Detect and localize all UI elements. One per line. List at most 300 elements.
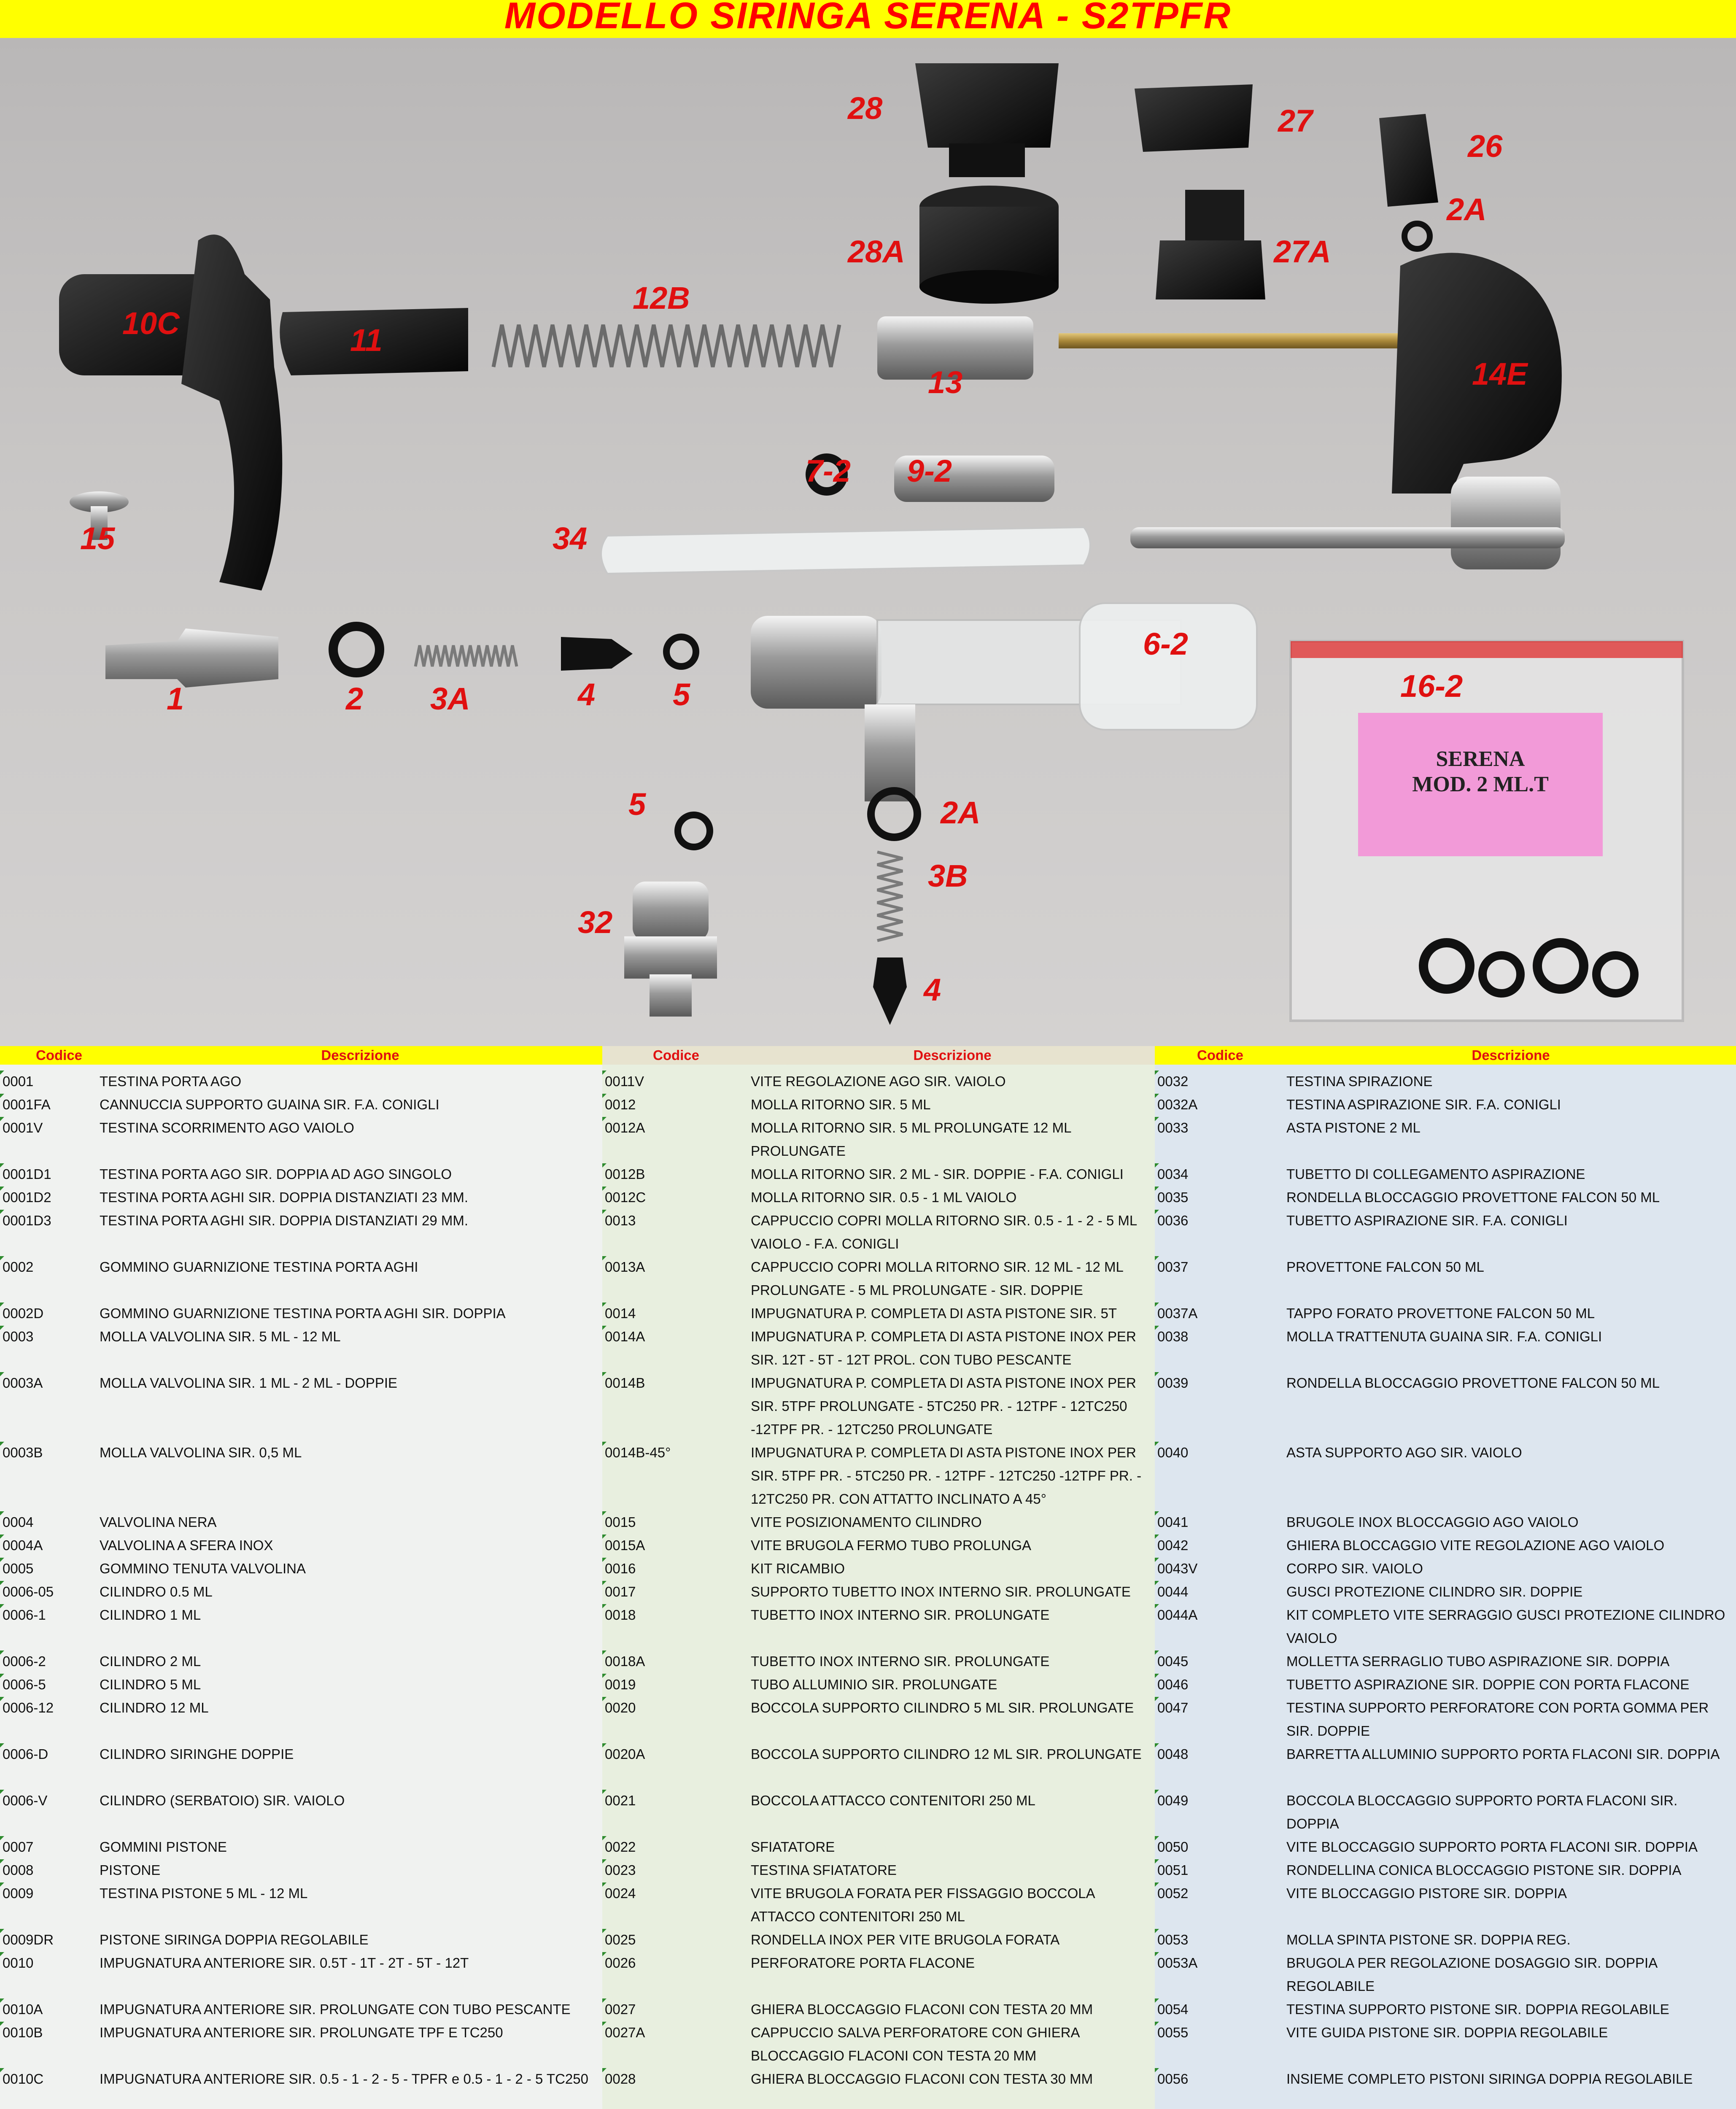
table-row [602,1835,1155,1858]
table-row [602,1742,1155,1789]
part-code: 0056 [1157,2071,1189,2087]
part-code: 0025 [605,1932,636,1947]
part-description: GOMMINO TENUTA VALVOLINA [100,1561,306,1576]
table-row [0,1580,602,1603]
part-code: 0011V [605,1073,644,1089]
title-bar [0,0,1736,38]
part-code: 0043V [1157,1561,1198,1576]
part-code: 0006-1 [3,1607,46,1623]
part-description: TESTINA SCORRIMENTO AGO VAIOLO [100,1120,354,1135]
part-code: 0012C [605,1189,646,1205]
table-row [0,1116,602,1162]
table-row [0,1835,602,1858]
part-4-valvolina-b [873,957,907,1025]
parts-illustration [0,38,1736,1046]
label-6-2: 6-2 [1143,626,1188,661]
part-description: BOCCOLA SUPPORTO CILINDRO 12 ML SIR. PROLUNGATE [751,1746,1142,1762]
table-row [1155,1510,1736,1534]
part-1-testina [105,628,278,688]
table-row [602,2021,1155,2067]
part-code: 0054 [1157,2001,1189,2017]
part-description: GOMMINO GUARNIZIONE TESTINA PORTA AGHI [100,1259,418,1275]
part-description: MOLLETTA SERRAGLIO TUBO ASPIRAZIONE SIR. DOPPIA [1286,1653,1670,1669]
label-9-2: 9-2 [907,453,952,488]
part-code: 0023 [605,1862,636,1878]
label-28a: 28A [848,234,905,269]
table-row [1155,1673,1736,1696]
table-row [0,1998,602,2021]
part-description: PISTONE [100,1862,161,1878]
label-4-b: 4 [924,972,941,1007]
table-row [602,1580,1155,1603]
part-description: RONDELLINA CONICA BLOCCAGGIO PISTONE SIR. DOPPIA [1286,1862,1682,1878]
part-code: 0003B [3,1445,43,1460]
label-14e: 14E [1472,356,1528,391]
part-code: 0002 [3,1259,34,1275]
table-row [0,2067,602,2109]
part-code: 0014A [605,1329,645,1344]
part-code: 0010 [3,1955,34,1971]
part-description: GUSCI PROTEZIONE CILINDRO SIR. DOPPIE [1286,1584,1583,1599]
part-description: MOLLA VALVOLINA SIR. 5 ML - 12 ML [100,1329,341,1344]
part-code: 0001 [3,1073,34,1089]
part-description: BOCCOLA ATTACCO CONTENITORI 250 ML [751,1793,1035,1808]
part-description: IMPUGNATURA ANTERIORE SIR. PROLUNGATE CON TUBO PESCANTE [100,2001,571,2017]
table-row [1155,1858,1736,1882]
part-28a-cappuccio-30mm [919,186,1059,304]
part-description: INSIEME COMPLETO PISTONI SIRINGA DOPPIA REGOLABILE [1286,2071,1693,2087]
part-code: 0002D [3,1305,44,1321]
part-description: GOMMINI PISTONE [100,1839,227,1855]
label-16-2: 16-2 [1400,669,1463,704]
part-description: CILINDRO 1 ML [100,1607,201,1623]
table-row [602,1858,1155,1882]
part-description: VITE BRUGOLA FERMO TUBO PROLUNGA [751,1537,1032,1553]
table-row [1155,1580,1736,1603]
part-description: TUBETTO DI COLLEGAMENTO ASPIRAZIONE [1286,1166,1585,1182]
table-row [1155,1441,1736,1510]
table-row [0,1557,602,1580]
label-32: 32 [578,905,613,940]
bag-tag-line2: MOD. 2 ML.T [1412,772,1549,796]
table-row [602,1070,1155,1093]
part-description: VITE GUIDA PISTONE SIR. DOPPIA REGOLABILE [1286,2025,1608,2040]
part-code: 0013 [605,1213,636,1228]
part-description: CAPPUCCIO SALVA PERFORATORE CON GHIERA BLOCCAGGIO FLACONI CON TESTA 20 MM [751,2025,1079,2063]
part-code: 0027A [605,2025,645,2040]
part-code: 0001D2 [3,1189,51,1205]
table-row [602,1534,1155,1557]
table-row [602,1209,1155,1255]
label-1: 1 [167,681,184,716]
part-code: 0020A [605,1746,645,1762]
part-code: 0036 [1157,1213,1189,1228]
table-row [1155,1696,1736,1742]
label-10c: 10C [122,306,180,341]
table-row [0,1789,602,1835]
part-code: 0013A [605,1259,645,1275]
part-description: RONDELLA BLOCCAGGIO PROVETTONE FALCON 50 ML [1286,1189,1660,1205]
part-4-valvolina [561,637,633,671]
part-description: BOCCOLA SUPPORTO CILINDRO 5 ML SIR. PROLUNGATE [751,1700,1134,1715]
part-description: MOLLA RITORNO SIR. 5 ML [751,1097,931,1112]
table-row [0,1650,602,1673]
part-code: 0009DR [3,1932,54,1947]
table-row [0,1534,602,1557]
label-3b: 3B [928,858,968,893]
part-description: RONDELLA BLOCCAGGIO PROVETTONE FALCON 50 ML [1286,1375,1660,1391]
part-description: IMPUGNATURA P. COMPLETA DI ASTA PISTONE SIR. 5T [751,1305,1117,1321]
part-code: 0022 [605,1839,636,1855]
part-description: TAPPO FORATO PROVETTONE FALCON 50 ML [1286,1305,1595,1321]
table-row [602,1882,1155,1928]
part-description: MOLLA RITORNO SIR. 2 ML - SIR. DOPPIE - F.A. CONIGLI [751,1166,1124,1182]
part-code: 0012 [605,1097,636,1112]
part-description: MOLLA SPINTA PISTONE SR. DOPPIA REG. [1286,1932,1571,1947]
part-code: 0004A [3,1537,43,1553]
part-description: VALVOLINA A SFERA INOX [100,1537,273,1553]
part-27a-cappuccio-20mm [1156,190,1265,299]
table-row [1155,1070,1736,1093]
part-description: TESTINA PORTA AGO SIR. DOPPIA AD AGO SINGOLO [100,1166,452,1182]
label-2a-b: 2A [941,795,981,830]
part-description: CAPPUCCIO COPRI MOLLA RITORNO SIR. 0.5 - 1 - 2 - 5 ML VAIOLO - F.A. CONIGLI [751,1213,1137,1251]
bag-tag-text [1358,747,1603,797]
table-row [1155,1093,1736,1116]
part-code: 0050 [1157,1839,1189,1855]
part-description: TESTINA SUPPORTO PISTONE SIR. DOPPIA REGOLABILE [1286,2001,1669,2017]
part-34-tubetto [601,527,1090,574]
table-row [1155,1928,1736,1951]
part-code: 0037 [1157,1259,1189,1275]
table-row [0,1302,602,1325]
part-code: 0040 [1157,1445,1189,1460]
table-row [1155,1325,1736,1371]
part-14e-impugnatura-posteriore [1059,253,1565,569]
part-code: 0014B-45° [605,1445,671,1460]
part-code: 0012B [605,1166,645,1182]
part-code: 0044 [1157,1584,1189,1599]
part-description: MOLLA RITORNO SIR. 5 ML PROLUNGATE 12 ML PROLUNGATE [751,1120,1071,1159]
table-row [0,1696,602,1742]
part-description: SUPPORTO TUBETTO INOX INTERNO SIR. PROLUNGATE [751,1584,1131,1599]
part-12b-molla [493,325,839,367]
part-code: 0001D1 [3,1166,51,1182]
part-description: BARRETTA ALLUMINIO SUPPORTO PORTA FLACONI SIR. DOPPIA [1286,1746,1720,1762]
rows [0,1070,602,2109]
part-27-ghiera-20mm [1135,84,1253,152]
table-column-1 [0,1046,602,2109]
table-row [1155,1162,1736,1186]
parts-table [0,1046,1736,2109]
table-row [0,1162,602,1186]
part-code: 0016 [605,1561,636,1576]
table-row [602,1696,1155,1742]
part-code: 0048 [1157,1746,1189,1762]
table-row [1155,1116,1736,1162]
part-description: TUBETTO INOX INTERNO SIR. PROLUNGATE [751,1653,1050,1669]
part-description: CAPPUCCIO COPRI MOLLA RITORNO SIR. 12 ML - 12 ML PROLUNGATE - 5 ML PROLUNGATE - SIR. DOPPIE [751,1259,1123,1298]
bag-tag-line1: SERENA [1436,747,1525,771]
table-column-3 [1155,1046,1736,2109]
part-code: 0042 [1157,1537,1189,1553]
part-description: BOCCOLA BLOCCAGGIO SUPPORTO PORTA FLACONI SIR. DOPPIA [1286,1793,1678,1831]
part-code: 0034 [1157,1166,1189,1182]
part-code: 0039 [1157,1375,1189,1391]
table-row [602,1441,1155,1510]
part-description: KIT COMPLETO VITE SERRAGGIO GUSCI PROTEZIONE CILINDRO VAIOLO [1286,1607,1725,1646]
table-row [1155,1835,1736,1858]
table-row [0,1371,602,1441]
part-description: VITE BLOCCAGGIO PISTORE SIR. DOPPIA [1286,1885,1567,1901]
table-row [602,1557,1155,1580]
table-row [602,1186,1155,1209]
table-row [1155,1209,1736,1255]
table-row [0,1070,602,1093]
part-description: TESTINA PISTONE 5 ML - 12 ML [100,1885,308,1901]
part-26-perforatore [1379,114,1438,207]
part-code: 0053A [1157,1955,1198,1971]
part-description: IMPUGNATURA ANTERIORE SIR. PROLUNGATE TPF E TC250 [100,2025,503,2040]
part-code: 0015 [605,1514,636,1530]
part-description: IMPUGNATURA P. COMPLETA DI ASTA PISTONE INOX PER SIR. 12T - 5T - 12T PROL. CON TUBO PESCANTE [751,1329,1136,1367]
table-row [602,1951,1155,1998]
label-11: 11 [350,323,383,358]
table-row [0,1255,602,1302]
table-row [602,1603,1155,1650]
part-code: 0004 [3,1514,34,1530]
part-description: MOLLA RITORNO SIR. 0.5 - 1 ML VAIOLO [751,1189,1017,1205]
label-15: 15 [80,521,115,556]
table-row [1155,2067,1736,2109]
label-2a: 2A [1447,192,1487,227]
part-description: CILINDRO 5 ML [100,1677,201,1692]
part-5-gommino-b [678,815,710,847]
table-row [602,1928,1155,1951]
label-7-2: 7-2 [806,453,851,488]
table-row [1155,1882,1736,1928]
table-row [0,1209,602,1255]
table-row [0,1441,602,1510]
part-description: TUBETTO ASPIRAZIONE SIR. DOPPIE CON PORTA FLACONE [1286,1677,1690,1692]
part-code: 0014 [605,1305,636,1321]
header-code: Codice [602,1046,750,1065]
table-row [1155,1603,1736,1650]
part-code: 0010B [3,2025,43,2040]
part-description: TESTINA SUPPORTO PERFORATORE CON PORTA GOMMA PER SIR. DOPPIE [1286,1700,1709,1739]
table-row [602,1255,1155,1302]
part-description: BRUGOLE INOX BLOCCAGGIO AGO VAIOLO [1286,1514,1579,1530]
part-code: 0032A [1157,1097,1198,1112]
table-row [0,1325,602,1371]
table-row [1155,2021,1736,2067]
table-row [1155,1789,1736,1835]
part-code: 0046 [1157,1677,1189,1692]
label-28: 28 [848,91,883,126]
part-description: IMPUGNATURA ANTERIORE SIR. 0.5 - 1 - 2 - 5 - TPFR e 0.5 - 1 - 2 - 5 TC250 [100,2071,588,2087]
label-26: 26 [1468,129,1503,164]
label-13: 13 [928,365,963,400]
label-12b: 12B [633,280,690,316]
part-code: 0021 [605,1793,636,1808]
part-description: PISTONE SIRINGA DOPPIA REGOLABILE [100,1932,369,1947]
part-description: TESTINA SPIRAZIONE [1286,1073,1433,1089]
part-code: 0001V [3,1120,43,1135]
table-row [602,1510,1155,1534]
part-code: 0006-V [3,1793,48,1808]
table-row [1155,1650,1736,1673]
part-code: 0010A [3,2001,43,2017]
part-code: 0006-5 [3,1677,46,1692]
table-row [602,1673,1155,1696]
table-row [602,1371,1155,1441]
part-description: PERFORATORE PORTA FLACONE [751,1955,975,1971]
part-code: 0045 [1157,1653,1189,1669]
label-27a: 27A [1274,234,1331,269]
table-row [0,1928,602,1951]
part-description: TUBETTO INOX INTERNO SIR. PROLUNGATE [751,1607,1050,1623]
table-row [602,1325,1155,1371]
part-description: ASTA PISTONE 2 ML [1286,1120,1421,1135]
part-description: VITE BLOCCAGGIO SUPPORTO PORTA FLACONI SIR. DOPPIA [1286,1839,1698,1855]
table-row [1155,1951,1736,1998]
part-code: 0003 [3,1329,34,1344]
part-description: GHIERA BLOCCAGGIO FLACONI CON TESTA 20 MM [751,2001,1093,2017]
part-16-2-kit-ricambio [1291,641,1683,1021]
part-code: 0037A [1157,1305,1198,1321]
table-row [602,1998,1155,2021]
part-code: 0007 [3,1839,34,1855]
part-code: 0012A [605,1120,645,1135]
label-2: 2 [346,681,364,716]
part-description: VITE BRUGOLA FORATA PER FISSAGGIO BOCCOLA ATTACCO CONTENITORI 250 ML [751,1885,1094,1924]
header-code: Codice [1155,1046,1286,1065]
part-code: 0005 [3,1561,34,1576]
part-code: 0001D3 [3,1213,51,1228]
part-code: 0006-05 [3,1584,54,1599]
part-code: 0052 [1157,1885,1189,1901]
part-description: CILINDRO 0.5 ML [100,1584,213,1599]
table-row [602,1162,1155,1186]
part-code: 0020 [605,1700,636,1715]
part-code: 0018A [605,1653,645,1669]
part-description: IMPUGNATURA P. COMPLETA DI ASTA PISTONE INOX PER SIR. 5TPF PROLUNGATE - 5TC250 PR. - 12TPF - 12TC250 -12TPF PR. - 12TC250 PROLUNGATE [751,1375,1136,1437]
table-row [602,1302,1155,1325]
part-description: CILINDRO 12 ML [100,1700,209,1715]
label-27: 27 [1278,103,1313,138]
part-code: 0017 [605,1584,636,1599]
part-code: 0055 [1157,2025,1189,2040]
table-row [1155,1557,1736,1580]
table-row [0,1882,602,1928]
part-code: 0015A [605,1537,645,1553]
rows [1155,1070,1736,2109]
table-row [1155,1371,1736,1441]
table-row [0,2021,602,2067]
table-row [1155,1998,1736,2021]
label-34: 34 [553,521,588,556]
label-5-b: 5 [628,787,646,822]
part-code: 0027 [605,2001,636,2017]
part-description: KIT RICAMBIO [751,1561,845,1576]
part-description: CILINDRO 2 ML [100,1653,201,1669]
part-description: TUBO ALLUMINIO SIR. PROLUNGATE [751,1677,997,1692]
table-row [602,1789,1155,1835]
part-code: 0019 [605,1677,636,1692]
part-32-boccola [624,882,717,1017]
part-description: MOLLA VALVOLINA SIR. 0,5 ML [100,1445,302,1460]
part-description: GHIERA BLOCCAGGIO VITE REGOLAZIONE AGO VAIOLO [1286,1537,1665,1553]
table-column-2 [602,1046,1155,2109]
part-description: TESTINA SFIATATORE [751,1862,897,1878]
table-row [0,1093,602,1116]
part-description: TUBETTO ASPIRAZIONE SIR. F.A. CONIGLI [1286,1213,1568,1228]
table-row [602,1116,1155,1162]
table-row [0,1510,602,1534]
table-row [602,2067,1155,2109]
table-row [1155,1255,1736,1302]
part-description: PROVETTONE FALCON 50 ML [1286,1259,1484,1275]
part-description: VALVOLINA NERA [100,1514,217,1530]
table-row [1155,1186,1736,1209]
part-description: CORPO SIR. VAIOLO [1286,1561,1423,1576]
part-description: IMPUGNATURA ANTERIORE SIR. 0.5T - 1T - 2T - 5T - 12T [100,1955,469,1971]
part-28-ghiera-30mm [915,63,1059,177]
part-description: TESTINA ASPIRAZIONE SIR. F.A. CONIGLI [1286,1097,1561,1112]
part-code: 0032 [1157,1073,1189,1089]
part-code: 0003A [3,1375,43,1391]
rows [602,1070,1155,2109]
table-row [0,1603,602,1650]
table-row [0,1186,602,1209]
part-code: 0044A [1157,1607,1198,1623]
header-code: Codice [0,1046,118,1065]
table-row [0,1858,602,1882]
table-row [0,1673,602,1696]
label-4: 4 [578,677,596,712]
part-code: 0009 [3,1885,34,1901]
part-description: VITE REGOLAZIONE AGO SIR. VAIOLO [751,1073,1006,1089]
part-code: 0006-2 [3,1653,46,1669]
header-description: Descrizione [118,1046,602,1065]
part-description: GHIERA BLOCCAGGIO FLACONI CON TESTA 30 MM [751,2071,1093,2087]
part-code: 0049 [1157,1793,1189,1808]
part-code: 0008 [3,1862,34,1878]
header-description: Descrizione [750,1046,1155,1065]
part-code: 0028 [605,2071,636,2087]
part-code: 0006-D [3,1746,49,1762]
part-description: CILINDRO (SERBATOIO) SIR. VAIOLO [100,1793,345,1808]
part-code: 0033 [1157,1120,1189,1135]
part-code: 0051 [1157,1862,1189,1878]
part-description: TESTINA PORTA AGHI SIR. DOPPIA DISTANZIATI 23 MM. [100,1189,469,1205]
part-code: 0014B [605,1375,645,1391]
part-code: 0041 [1157,1514,1189,1530]
page-title: MODELLO SIRINGA SERENA - S2TPFR [504,0,1232,36]
part-description: SFIATATORE [751,1839,835,1855]
part-2a-oring-top [1404,224,1430,249]
table-row [602,1093,1155,1116]
part-description: BRUGOLA PER REGOLAZIONE DOSAGGIO SIR. DOPPIA REGOLABILE [1286,1955,1657,1994]
table-row [1155,1534,1736,1557]
part-code: 0035 [1157,1189,1189,1205]
label-5: 5 [673,677,690,712]
part-description: TESTINA PORTA AGHI SIR. DOPPIA DISTANZIATI 29 MM. [100,1213,469,1228]
table-row [1155,1302,1736,1325]
part-code: 0026 [605,1955,636,1971]
part-5-gommino [666,637,696,666]
table-row [0,1951,602,1998]
